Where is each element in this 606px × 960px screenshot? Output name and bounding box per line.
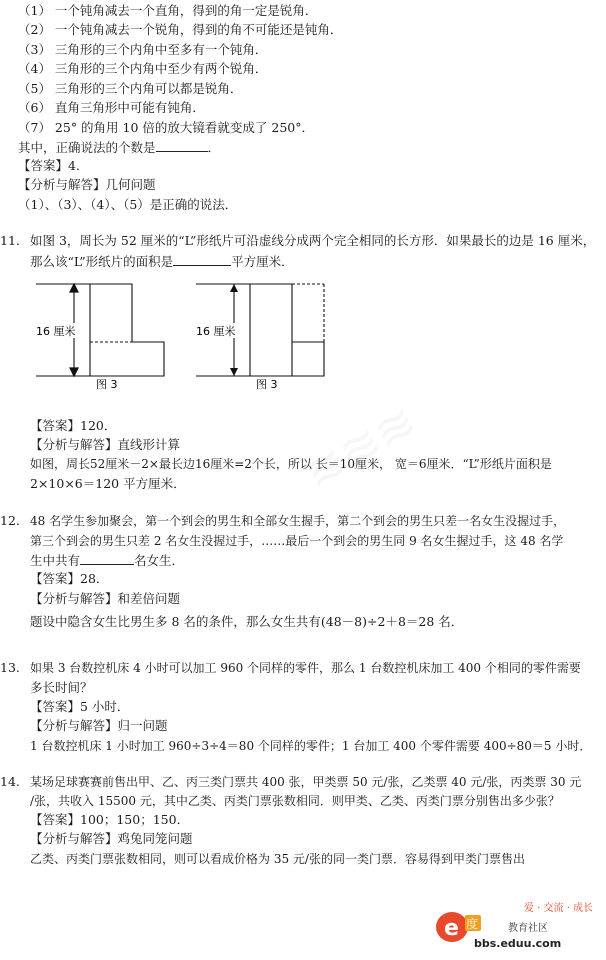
q14-number: 14. — [0, 774, 20, 789]
q13-text-line2: 多长时间？ — [30, 680, 93, 695]
q14-text-line2: /张，共收入 15500 元，其中乙类、丙类门票张数相同．则甲类、乙类、丙类门票分别售出多少张？ — [30, 794, 560, 808]
figure-left — [30, 276, 180, 394]
logo-du: 度 — [466, 917, 479, 931]
q11-text-line2 — [30, 253, 294, 270]
answer-blank — [173, 253, 231, 266]
q13-number: 13. — [0, 660, 20, 675]
logo-letter: e — [444, 916, 459, 941]
q13-analysis: 【分析与解答】归一问题 — [30, 718, 168, 733]
background-watermark — [294, 394, 426, 503]
figure-right — [190, 276, 340, 394]
figure-left-caption: 图 3 — [96, 378, 118, 391]
statement-1: （1） 一个钝角减去一个直角，得到的角一定是锐角． — [18, 3, 318, 18]
q10-answer: 【答案】4． — [18, 158, 89, 173]
q14-analysis: 【分析与解答】鸡兔同笼问题 — [30, 831, 193, 846]
logo-url: bbs.eduu.com — [474, 937, 562, 950]
q12-text-line3 — [30, 552, 184, 569]
q11-number: 11. — [0, 233, 20, 248]
q10-solution: （1）、（3）、（4）、（5）是正确的说法． — [18, 197, 238, 212]
q11-text-line2-post: 平方厘米． — [231, 254, 294, 269]
q12-solution: 题设中隐含女生比男生多 8 名的条件，那么女生共有(48－8)÷2＋8＝28 名． — [30, 614, 464, 629]
q12-text-line2: 第三个到会的男生只差 2 名女生没握过手，……最后一个到会的男生同 9 名女生握过手，这 48 名学 — [30, 534, 564, 548]
q11-text-line2-pre: 那么该“L”形纸片的面积是 — [30, 254, 174, 269]
q11-analysis: 【分析与解答】直线形计算 — [30, 437, 181, 452]
logo-slogan: 爱 · 交流 · 成长 — [524, 903, 592, 914]
figure-left-dimension: 16 厘米 — [36, 325, 76, 338]
eduu-logo-mark — [432, 897, 592, 953]
statement-5: （5） 三角形的三个内角可以都是锐角． — [18, 81, 243, 96]
eduu-logo — [432, 897, 592, 953]
q12-answer: 【答案】28． — [30, 571, 109, 586]
statement-2: （2） 一个钝角减去一个锐角，得到的角不可能还是钝角． — [18, 22, 343, 37]
q14-answer: 【答案】100；150；150． — [30, 812, 190, 827]
q10-question-pre: 其中，正确说法的个数是 — [18, 140, 156, 155]
q10-question-post: ． — [207, 140, 221, 155]
q12-analysis: 【分析与解答】和差倍问题 — [30, 591, 181, 606]
q10-question — [18, 139, 220, 156]
q12-number: 12. — [0, 513, 20, 528]
q12-text-line3-pre: 生中共有 — [30, 553, 81, 568]
q11-solution-line2: 2×10×6＝120 平方厘米． — [30, 476, 186, 491]
q13-text-line1: 如果 3 台数控机床 4 小时可以加工 960 个同样的零件，那么 1 台数控机床加工 400 个相同的零件需要 — [30, 661, 581, 675]
q13-answer: 【答案】5 小时． — [30, 699, 130, 714]
q14-text-line1: 某场足球赛赛前售出甲、乙、丙三类门票共 400 张，甲类票 50 元/张，乙类票 40 元/张，丙类票 30 元 — [30, 775, 582, 789]
statement-7: （7） 25° 的角用 10 倍的放大镜看就变成了 250°． — [18, 120, 314, 135]
q14-solution: 乙类、丙类门票张数相同，则可以看成价格为 35 元/张的同一类门票．容易得到甲类门票售出 — [30, 852, 525, 866]
q11-answer: 【答案】120． — [30, 418, 117, 433]
q12-text-line1: 48 名学生参加聚会，第一个到会的男生和全部女生握手，第二个到会的男生只差一名女生没握过手， — [30, 514, 566, 528]
q10-analysis: 【分析与解答】几何问题 — [18, 177, 156, 192]
q13-solution: 1 台数控机床 1 小时加工 960÷3÷4＝80 个同样的零件；1 台加工 400 个零件需要 400÷80＝5 小时． — [30, 739, 592, 753]
figure-right-dimension: 16 厘米 — [196, 325, 236, 338]
statement-4: （4） 三角形的三个内角中至少有两个锐角． — [18, 61, 268, 76]
figure-right-caption: 图 3 — [256, 378, 278, 391]
statement-3: （3） 三角形的三个内角中至多有一个钝角． — [18, 42, 268, 57]
q11-solution-line1: 如图，周长52厘米－2×最长边16厘米=2个长，所以 长＝10厘米， 宽＝6厘米．“L”形纸片面积是 — [30, 457, 552, 471]
answer-blank — [80, 552, 134, 565]
answer-blank — [156, 139, 208, 152]
q12-text-line3-post: 名女生． — [134, 553, 185, 568]
q11-text-line1: 如图 3，周长为 52 厘米的“L”形纸片可沿虚线分成两个完全相同的长方形．如果最长的边是 16 厘米， — [30, 233, 596, 248]
statement-6: （6） 直角三角形中可能有钝角． — [18, 100, 205, 115]
logo-community: 教育社区 — [508, 923, 548, 934]
